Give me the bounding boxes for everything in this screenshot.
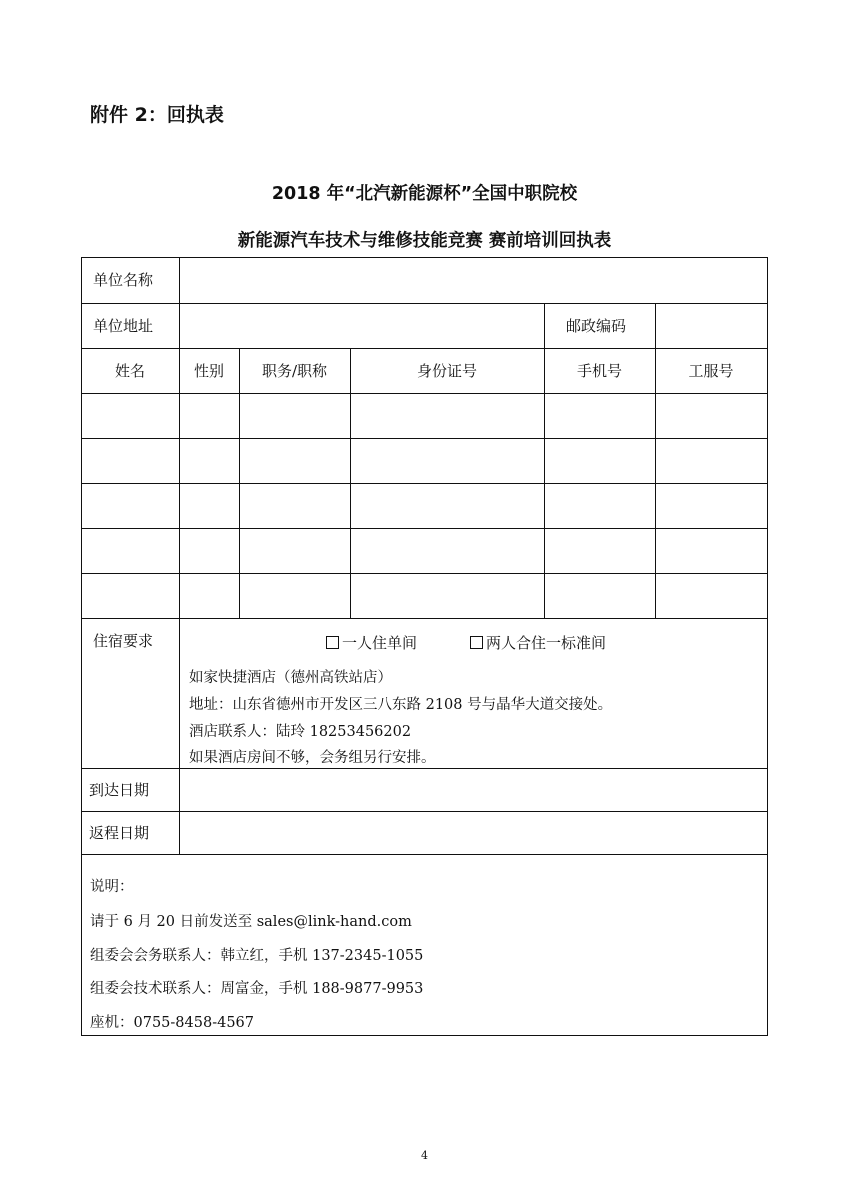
row-divider xyxy=(81,348,768,349)
row-divider xyxy=(81,438,768,439)
column-divider xyxy=(544,348,545,618)
unit-address-label: 单位地址 xyxy=(93,317,154,335)
table-border xyxy=(767,855,768,1036)
option-double-room-label: 两人合住一标准间 xyxy=(486,634,607,652)
column-divider xyxy=(544,303,545,348)
hotel-name: 如家快捷酒店（德州高铁站店） xyxy=(189,670,392,686)
row-divider xyxy=(81,618,768,619)
hotel-contact: 酒店联系人：陆玲 18253456202 xyxy=(189,724,412,740)
table-border xyxy=(81,855,82,1036)
checkbox-icon[interactable] xyxy=(470,636,483,649)
hotel-address: 地址：山东省德州市开发区三八东路 2108 号与晶华大道交接处。 xyxy=(189,697,613,713)
arrival-date-label: 到达日期 xyxy=(89,781,150,799)
table-border xyxy=(81,257,768,258)
column-divider xyxy=(179,257,180,855)
row-divider xyxy=(81,528,768,529)
notes-label: 说明： xyxy=(90,879,134,895)
table-border xyxy=(81,257,82,855)
page-number: 4 xyxy=(421,1149,428,1162)
row-divider xyxy=(81,303,768,304)
column-header-uniform-number: 工服号 xyxy=(688,362,734,380)
column-header-name: 姓名 xyxy=(114,362,145,380)
hotel-note: 如果酒店房间不够，会务组另行安排。 xyxy=(189,750,436,766)
column-header-id-number: 身份证号 xyxy=(416,362,477,380)
accommodation-label: 住宿要求 xyxy=(93,632,154,650)
column-header-title: 职务/职称 xyxy=(261,362,328,380)
postal-code-label: 邮政编码 xyxy=(566,317,627,335)
row-divider xyxy=(81,483,768,484)
table-border xyxy=(81,1035,768,1036)
notes-box xyxy=(81,855,768,1036)
reply-form-table xyxy=(81,257,768,855)
option-double-room[interactable] xyxy=(470,632,606,653)
return-date-label: 返程日期 xyxy=(89,824,150,842)
column-divider xyxy=(239,348,240,618)
note-deadline: 请于 6 月 20 日前发送至 sales@link-hand.com xyxy=(90,914,412,930)
row-divider xyxy=(81,393,768,394)
column-divider xyxy=(655,303,656,348)
option-single-room-label: 一人住单间 xyxy=(342,634,418,652)
option-single-room[interactable] xyxy=(326,632,417,653)
note-landline: 座机：0755-8458-4567 xyxy=(90,1015,255,1031)
form-title-line-1: 2018 年“北汽新能源杯”全国中职院校 xyxy=(271,184,578,204)
note-affairs-contact: 组委会会务联系人：韩立红，手机 137-2345-1055 xyxy=(90,948,424,964)
row-divider xyxy=(81,811,768,812)
note-technical-contact: 组委会技术联系人：周富金，手机 188-9877-9953 xyxy=(90,981,424,997)
column-header-gender: 性别 xyxy=(193,362,224,380)
unit-name-label: 单位名称 xyxy=(93,271,154,289)
column-divider xyxy=(655,348,656,618)
table-border xyxy=(767,257,768,855)
attachment-heading: 附件 2：回执表 xyxy=(90,104,224,126)
column-divider xyxy=(350,348,351,618)
checkbox-icon[interactable] xyxy=(326,636,339,649)
row-divider xyxy=(81,768,768,769)
form-title-line-2: 新能源汽车技术与维修技能竞赛 赛前培训回执表 xyxy=(237,231,612,251)
column-header-phone: 手机号 xyxy=(576,362,622,380)
row-divider xyxy=(81,573,768,574)
